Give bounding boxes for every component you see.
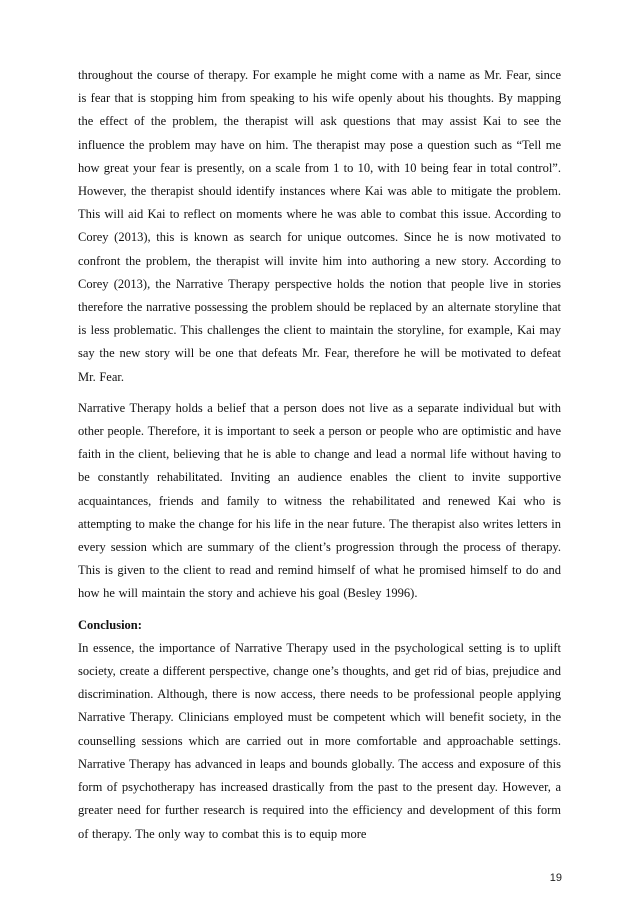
conclusion-paragraph: In essence, the importance of Narrative Therapy used in the psychological setting is to uplift society, create a different perspective, change one’s thoughts, and get rid of bias, prejudice and discrimination. Although, there is now access, there needs to be professional people applying Narrative Therapy. Clinicians employed must be competent which will benefit society, in the counselling sessions which are carried out in more comfortable and approachable settings. Narrative Therapy has advanced in leaps and bounds globally. The access and exposure of this form of psychotherapy has increased drastically from the past to the present day. However, a greater need for further research is required into the efficiency and development of this form of therapy. The only way to combat this is to equip more [78, 640, 561, 841]
page-body [78, 64, 561, 854]
body-paragraph-1: throughout the course of therapy. For example he might come with a name as Mr. Fear, since is fear that is stopping him from speaking to his wife openly about his thoughts. By mapping the effect of the problem, the therapist will ask questions that may assist Kai to see the influence the problem may have on him. The therapist may pose a question such as “Tell me how great your fear is presently, on a scale from 1 to 10, with 10 being fear in total control”. However, the therapist should identify instances where Kai was able to mitigate the problem. This will aid Kai to reflect on moments where he was able to combat this issue. According to Corey (2013), this is known as search for unique outcomes. Since he is now motivated to confront the problem, the therapist will invite him into authoring a new story. According to Corey (2013), the Narrative Therapy perspective holds the notion that people live in stories therefore the narrative possessing the problem should be replaced by an alternate storyline that is less problematic. This challenges the client to maintain the storyline, for example, Kai may say the new story will be one that defeats Mr. Fear, therefore he will be motivated to defeat Mr. Fear. [78, 68, 561, 384]
body-paragraph-2: Narrative Therapy holds a belief that a person does not live as a separate individual but with other people. Therefore, it is important to seek a person or people who are optimistic and have faith in the client, believing that he is able to change and lead a normal life without having to be constantly rehabilitated. Inviting an audience enables the client to invite supportive acquaintances, friends and family to witness the rehabilitated and renewed Kai who is attempting to make the change for his life in the near future. The therapist also writes letters in every session which are summary of the client’s progression through the process of therapy. This is given to the client to read and remind himself of what he promised himself to do and how he will maintain the story and achieve his goal (Besley 1996). [78, 400, 561, 601]
page-number: 19 [549, 872, 562, 884]
conclusion-heading: Conclusion: [78, 617, 142, 632]
